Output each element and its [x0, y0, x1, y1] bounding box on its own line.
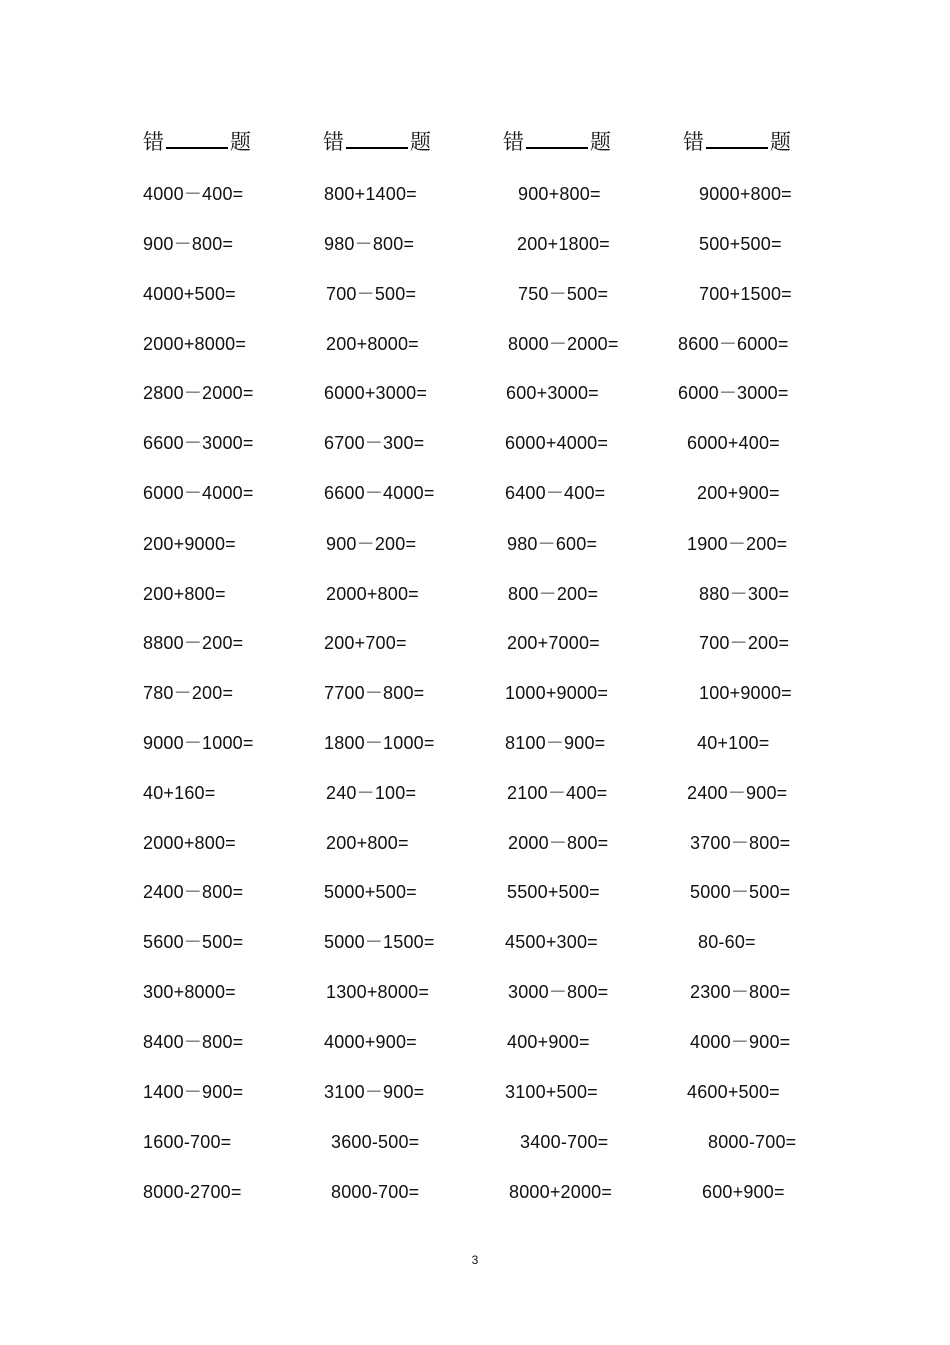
- problem-cell: 700+1500=: [699, 284, 792, 304]
- problem-cell: 3100+500=: [505, 1082, 598, 1102]
- problem-row: [0, 1079, 950, 1105]
- problem-row: [0, 680, 950, 706]
- problem-cell: 200+7000=: [507, 633, 600, 653]
- problem-cell: 900－200=: [326, 534, 417, 554]
- problem-cell: 8000-700=: [331, 1182, 420, 1202]
- problem-cell: 6000+4000=: [505, 433, 609, 453]
- problem-row: [0, 879, 950, 905]
- problem-cell: 2000+800=: [326, 584, 419, 604]
- problem-cell: 6000－3000=: [678, 383, 789, 403]
- problem-cell: 8000-700=: [708, 1132, 797, 1152]
- problem-cell: 200+1800=: [517, 234, 610, 254]
- problem-row: [0, 480, 950, 506]
- problem-cell: 9000－1000=: [143, 733, 254, 753]
- problem-row: [0, 1129, 950, 1155]
- problem-cell: 4000+900=: [324, 1032, 417, 1052]
- label-char-ti: 题: [230, 130, 251, 154]
- label-char-cuo: 错: [323, 130, 344, 154]
- problem-cell: 200+900=: [697, 483, 780, 503]
- problem-cell: 6000－4000=: [143, 483, 254, 503]
- problem-row: [0, 181, 950, 207]
- problem-cell: 880－300=: [699, 584, 790, 604]
- mistake-count-blank-2[interactable]: [346, 126, 408, 149]
- problem-cell: 2100－400=: [507, 783, 608, 803]
- problem-cell: 8600－6000=: [678, 334, 789, 354]
- problem-cell: 9000+800=: [699, 184, 792, 204]
- problem-row: [0, 281, 950, 307]
- problem-cell: 980－800=: [324, 234, 415, 254]
- mistake-count-blank-1[interactable]: [166, 126, 228, 149]
- problem-cell: 8000+2000=: [509, 1182, 613, 1202]
- problem-cell: 200+800=: [143, 584, 226, 604]
- label-char-ti: 题: [770, 130, 791, 154]
- problem-cell: 900－800=: [143, 234, 234, 254]
- problem-cell: 700－200=: [699, 633, 790, 653]
- problem-cell: 8000-2700=: [143, 1182, 242, 1202]
- problem-cell: 3000－800=: [508, 982, 609, 1002]
- problem-cell: 1600-700=: [143, 1132, 232, 1152]
- problem-cell: 3600-500=: [331, 1132, 420, 1152]
- problem-cell: 980－600=: [507, 534, 598, 554]
- problem-cell: 300+8000=: [143, 982, 236, 1002]
- problem-cell: 5600－500=: [143, 932, 244, 952]
- label-char-cuo: 错: [683, 130, 704, 154]
- problem-cell: 100+9000=: [699, 683, 792, 703]
- mistake-count-label-4: [683, 125, 791, 159]
- problem-row: [0, 929, 950, 955]
- problem-cell: 5000－500=: [690, 882, 791, 902]
- problem-cell: 8800－200=: [143, 633, 244, 653]
- problem-cell: 3400-700=: [520, 1132, 609, 1152]
- problem-cell: 5500+500=: [507, 882, 600, 902]
- problem-cell: 2000－800=: [508, 833, 609, 853]
- problem-cell: 4600+500=: [687, 1082, 780, 1102]
- problem-cell: 200+8000=: [326, 334, 419, 354]
- problem-cell: 1800－1000=: [324, 733, 435, 753]
- mistake-count-blank-3[interactable]: [526, 126, 588, 149]
- problem-row: [0, 531, 950, 557]
- problem-row: [0, 830, 950, 856]
- problem-cell: 200+700=: [324, 633, 407, 653]
- problem-cell: 40+160=: [143, 783, 216, 803]
- problem-cell: 4000－900=: [690, 1032, 791, 1052]
- mistake-count-label-1: [143, 125, 251, 159]
- mistake-count-blank-4[interactable]: [706, 126, 768, 149]
- problem-row: [0, 979, 950, 1005]
- problem-cell: 200+9000=: [143, 534, 236, 554]
- mistake-count-label-2: [323, 125, 431, 159]
- problem-cell: 6600－4000=: [324, 483, 435, 503]
- problem-cell: 700－500=: [326, 284, 417, 304]
- problem-cell: 6600－3000=: [143, 433, 254, 453]
- problem-row: [0, 380, 950, 406]
- label-char-cuo: 错: [503, 130, 524, 154]
- label-char-ti: 题: [410, 130, 431, 154]
- problem-row: [0, 331, 950, 357]
- problem-cell: 6000+400=: [687, 433, 780, 453]
- page-number: 3: [471, 1253, 479, 1267]
- problem-row: [0, 780, 950, 806]
- problem-cell: 6700－300=: [324, 433, 425, 453]
- problem-cell: 6400－400=: [505, 483, 606, 503]
- problem-cell: 2400－900=: [687, 783, 788, 803]
- problem-cell: 80-60=: [698, 932, 756, 952]
- problem-cell: 240－100=: [326, 783, 417, 803]
- problem-cell: 1300+8000=: [326, 982, 430, 1002]
- problem-cell: 2400－800=: [143, 882, 244, 902]
- problem-cell: 400+900=: [507, 1032, 590, 1052]
- problem-cell: 750－500=: [518, 284, 609, 304]
- problem-cell: 600+900=: [702, 1182, 785, 1202]
- problem-cell: 3100－900=: [324, 1082, 425, 1102]
- problem-cell: 800－200=: [508, 584, 599, 604]
- problem-cell: 4000－400=: [143, 184, 244, 204]
- problem-cell: 900+800=: [518, 184, 601, 204]
- problem-cell: 8400－800=: [143, 1032, 244, 1052]
- problem-cell: 3700－800=: [690, 833, 791, 853]
- problem-cell: 1400－900=: [143, 1082, 244, 1102]
- problem-cell: 200+800=: [326, 833, 409, 853]
- problem-cell: 780－200=: [143, 683, 234, 703]
- problem-cell: 2000+8000=: [143, 334, 247, 354]
- problem-row: [0, 1179, 950, 1205]
- problem-cell: 600+3000=: [506, 383, 599, 403]
- problem-row: [0, 581, 950, 607]
- label-char-cuo: 错: [143, 130, 164, 154]
- problem-cell: 4500+300=: [505, 932, 598, 952]
- problem-cell: 8100－900=: [505, 733, 606, 753]
- problem-cell: 8000－2000=: [508, 334, 619, 354]
- problem-cell: 5000+500=: [324, 882, 417, 902]
- problem-cell: 1900－200=: [687, 534, 788, 554]
- problem-row: [0, 1029, 950, 1055]
- problem-cell: 4000+500=: [143, 284, 236, 304]
- problem-cell: 800+1400=: [324, 184, 417, 204]
- problem-cell: 2300－800=: [690, 982, 791, 1002]
- problem-row: [0, 630, 950, 656]
- problem-cell: 6000+3000=: [324, 383, 428, 403]
- problem-cell: 5000－1500=: [324, 932, 435, 952]
- mistake-count-label-3: [503, 125, 611, 159]
- problem-cell: 1000+9000=: [505, 683, 609, 703]
- problem-cell: 2000+800=: [143, 833, 236, 853]
- problem-cell: 40+100=: [697, 733, 770, 753]
- problem-cell: 500+500=: [699, 234, 782, 254]
- problem-row: [0, 430, 950, 456]
- problem-row: [0, 231, 950, 257]
- problem-cell: 2800－2000=: [143, 383, 254, 403]
- problem-cell: 7700－800=: [324, 683, 425, 703]
- problem-row: [0, 730, 950, 756]
- label-char-ti: 题: [590, 130, 611, 154]
